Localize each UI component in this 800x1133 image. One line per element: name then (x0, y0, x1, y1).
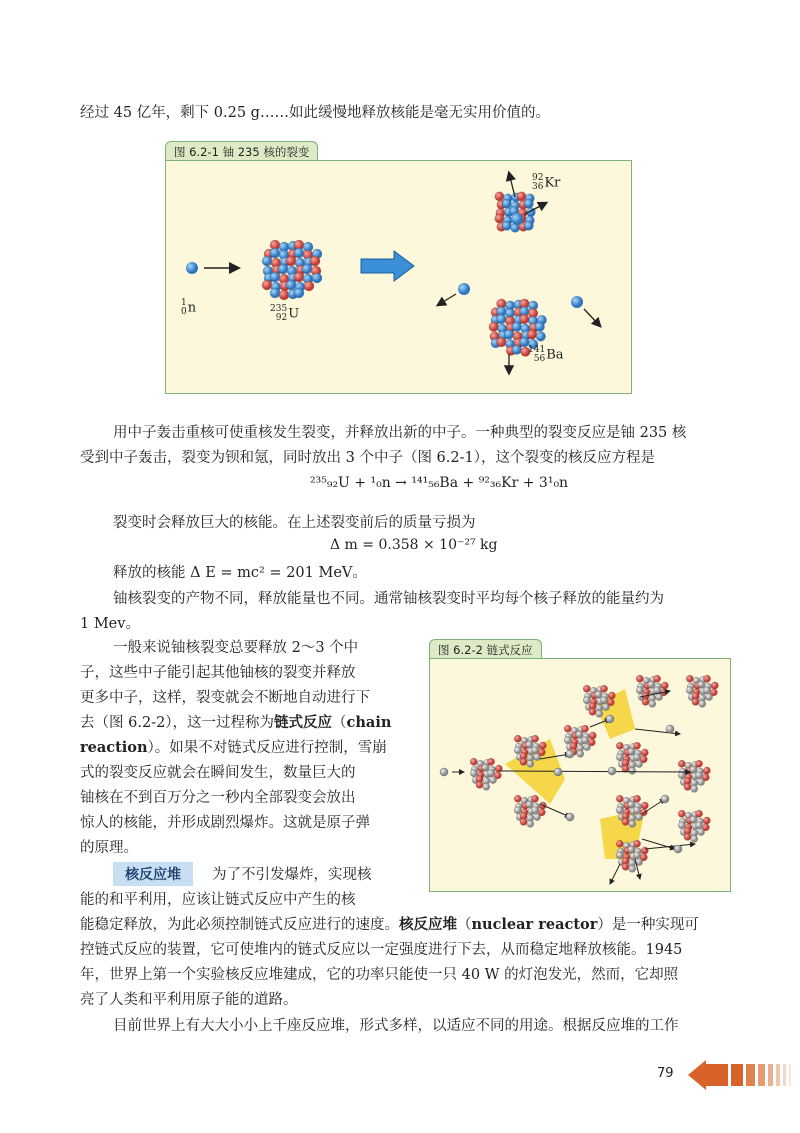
reactor-line4: 控链式反应的装置，它可使堆内的链式反应以一定强度进行下去，从而稳定地释放核能。1945 (80, 942, 683, 958)
free-neutron (554, 768, 562, 776)
chain-line8: 惊人的核能，并形成剧烈爆炸。这就是原子弹 (80, 815, 370, 831)
fig2-caption: 图 6.2-2 链式反应 (429, 639, 542, 660)
chain-line9: 的原理。 (80, 840, 138, 856)
reactor-line7: 目前世界上有大大小小上千座反应堆，形式多样，以适应不同的用途。根据反应堆的工作 (113, 1018, 679, 1034)
fig2-chain-reaction (429, 658, 731, 892)
free-neutron (661, 795, 669, 803)
barium-label: 141 56 Ba (528, 345, 564, 364)
chain-nucleus-8 (678, 760, 710, 792)
free-neutron (606, 715, 614, 723)
uranium-label: 235 92 U (270, 304, 300, 323)
page-number: 79 (657, 1066, 674, 1081)
reactor-line2: 能的和平利用，应该让链式反应中产生的核 (80, 892, 356, 908)
chain-arrow (610, 864, 620, 884)
reactor-line6: 亮了人类和平利用原子能的道路。 (80, 992, 298, 1008)
para1-line2: 受到中子轰击，裂变为钡和氪，同时放出 3 个中子（图 6.2-1），这个裂变的核反应方程是 (80, 450, 655, 466)
page-tab-decoration (688, 1058, 800, 1092)
para2: 裂变时会释放巨大的核能。在上述裂变前后的质量亏损为 (113, 515, 476, 531)
reactor-line3: 能稳定释放，为此必须控制链式反应进行的速度。核反应堆（nuclear reactor）是一种实现可 (80, 916, 699, 933)
free-neutron (566, 813, 574, 821)
para3: 释放的核能 Δ E = mc² = 201 MeV。 (113, 565, 367, 581)
free-neutron (666, 725, 674, 733)
chain-nucleus-0 (470, 758, 502, 790)
chain-nucleus-5 (636, 675, 668, 707)
reactor-line1: 为了不引发爆炸，实现核 (212, 867, 372, 883)
chain-line7: 铀核在不到百万分之一秒内全部裂变会放出 (80, 790, 356, 806)
chain-nucleus-2 (514, 795, 546, 827)
chain-line4: 去（图 6.2-2），这一过程称为链式反应（chain (80, 714, 392, 731)
free-neutron (440, 768, 448, 776)
fission-equation: ²³⁵₉₂U + ¹₀n → ¹⁴¹₅₆Ba + ⁹²₃₆Kr + 3¹₀n (310, 475, 569, 491)
para4-line1: 铀核裂变的产物不同，释放能量也不同。通常铀核裂变时平均每个核子释放的能量约为 (113, 591, 664, 607)
mass-defect: Δ m = 0.358 × 10⁻²⁷ kg (330, 537, 498, 553)
chain-line6: 式的裂变反应就会在瞬间发生，数量巨大的 (80, 765, 356, 781)
chain-line5: reaction）。如果不对链式反应进行控制，雪崩 (80, 739, 387, 756)
chain-nucleus-11 (616, 840, 648, 872)
top-line: 经过 45 亿年，剩下 0.25 g……如此缓慢地释放核能是毫无实用价值的。 (80, 105, 550, 121)
free-neutron (566, 750, 574, 758)
uranium-nucleus (262, 240, 322, 300)
fig1-uranium-fission (165, 160, 632, 394)
fig2-diagram (430, 659, 730, 891)
chain-arrow (645, 844, 695, 849)
reactor-line5: 年，世界上第一个实验核反应堆建成，它的功率只能使一只 40 W 的灯泡发光，然而，它却照 (80, 967, 679, 983)
para4-line2: 1 Mev。 (80, 616, 140, 632)
neutron-label: 1 0 n (181, 298, 197, 317)
fig1-caption: 图 6.2-1 铀 235 核的裂变 (165, 141, 318, 162)
free-neutron (608, 767, 616, 775)
chain-nucleus-10 (678, 810, 710, 842)
para1-line1: 用中子轰击重核可使重核发生裂变，并释放出新的中子。一种典型的裂变反应是铀 235 核 (113, 425, 687, 441)
chain-line3: 更多中子，这样，裂变就会不断地自动进行下 (80, 690, 370, 706)
reactor-tag: 核反应堆 (113, 862, 193, 886)
incoming-neutron (186, 262, 198, 274)
free-neutron (674, 845, 682, 853)
chain-line1: 一般来说铀核裂变总要释放 2～3 个中 (113, 640, 359, 656)
reaction-arrow-icon (361, 251, 414, 281)
krypton-label: 92 36 Kr (532, 173, 561, 192)
chain-line2: 子，这些中子能引起其他铀核的裂变并释放 (80, 665, 356, 681)
chain-nucleus-7 (616, 742, 648, 774)
chain-nucleus-6 (686, 675, 718, 707)
